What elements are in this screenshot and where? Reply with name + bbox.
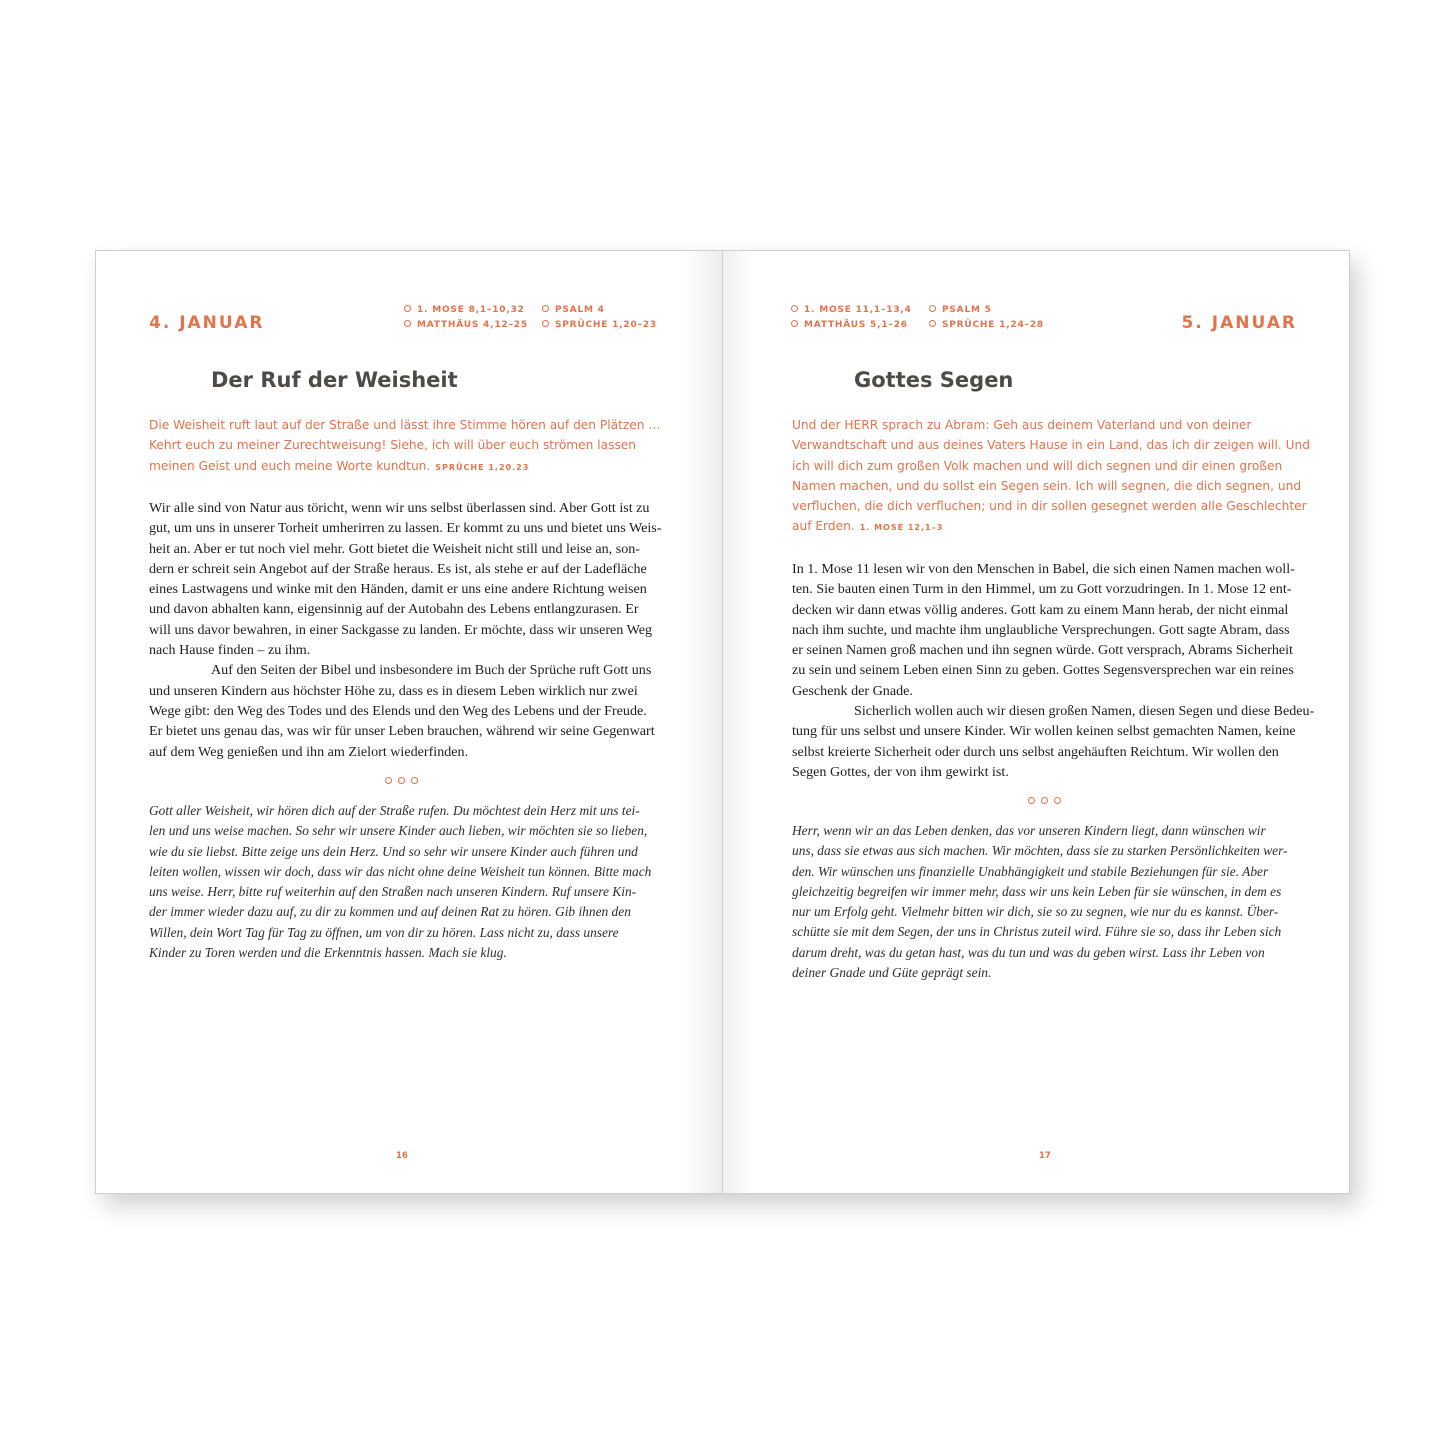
- reading-ref: MATTHÄUS 4,12–25: [404, 320, 528, 330]
- prayer-line: den. Wir wünschen uns finanzielle Unabhängigkeit und stabile Beziehungen für sie. Aber: [792, 863, 1269, 879]
- verse-line: verfluchen, die dich verfluchen; und in dir sollen gesegnet werden alle Geschlechter: [792, 499, 1307, 514]
- body-line: heit an. Aber er tut noch viel mehr. Gott bietet die Weisheit nicht still und leise an, son-: [149, 540, 640, 557]
- circle-ornament-icon: [398, 777, 405, 784]
- circle-ornament-icon: [385, 777, 392, 784]
- verse-line: auf Erden. 1. MOSE 12,1–3: [792, 519, 944, 534]
- prayer-line: gleichzeitig begreifen wir immer mehr, dass wir uns kein Leben für sie wünschen, in dem es: [792, 883, 1282, 899]
- verse-line: meinen Geist und euch meine Worte kundtun. SPRÜCHE 1,20.23: [149, 458, 530, 473]
- day-heading: 4. JANUAR: [149, 313, 265, 333]
- book-spread: [95, 250, 1350, 1194]
- left-page: [95, 250, 723, 1194]
- reading-ref: MATTHÄUS 5,1–26: [791, 320, 908, 330]
- body-line: er seinen Namen groß machen und ihn segnen würde. Gott versprach, Abrams Sicherheit: [792, 642, 1293, 659]
- circle-ornament-icon: [1028, 797, 1035, 804]
- prayer: [149, 801, 651, 963]
- circle-ornament-icon: [411, 777, 418, 784]
- verse-reference: 1. MOSE 12,1–3: [859, 523, 944, 533]
- circle-bullet-icon: [929, 320, 936, 327]
- body-line: selbst kreierte Sicherheit oder durch uns selbst angehäuften Reichtum. Wir wollen den: [792, 743, 1279, 760]
- circle-bullet-icon: [791, 305, 798, 312]
- prayer-line: darum dreht, was du getan hast, was du tun und was du geben wirst. Lass ihr Leben von: [792, 944, 1265, 960]
- prayer-line: Gott aller Weisheit, wir hören dich auf der Straße rufen. Du möchtest dein Herz mit uns tei-: [149, 803, 640, 818]
- body-line: ten. Sie bauten einen Turm in den Himmel, um zu Gott vorzudringen. In 1. Mose 12 ent-: [792, 581, 1292, 598]
- devotion-title: Gottes Segen: [854, 368, 1014, 392]
- prayer-line: Kinder zu Toren werden und die Erkenntnis hassen. Mach sie klug.: [149, 945, 507, 961]
- section-divider: [385, 777, 418, 784]
- circle-ornament-icon: [1041, 797, 1048, 804]
- prayer-line: nur um Erfolg geht. Vielmehr bitten wir dich, sie so zu segnen, wie nur du es kannst. Über-: [792, 904, 1279, 920]
- circle-bullet-icon: [542, 320, 549, 327]
- body-line: Sicherlich wollen auch wir diesen großen Namen, diesen Segen und diese Bedeu-: [854, 703, 1315, 720]
- reading-ref: PSALM 4: [542, 305, 605, 315]
- body-line: tung für uns selbst und unsere Kinder. Wir wollen keinen selbst gemachten Namen, keine: [792, 723, 1296, 740]
- prayer-line: uns, dass sie etwas aus sich machen. Wir möchten, dass sie zu starken Persönlichkeiten wer-: [792, 843, 1288, 859]
- body-line: und davon abhalten kann, eigensinnig auf der Autobahn des Lebens entlangzurasen. Er: [149, 601, 639, 618]
- body-line: Geschenk der Gnade.: [792, 682, 913, 699]
- prayer-line: deiner Gnade und Güte geprägt sein.: [792, 965, 992, 981]
- body-line: auf dem Weg genießen und ihn am Zielort wiederfinden.: [149, 743, 469, 760]
- body-line: Wege gibt: den Weg des Todes und des Elends und den Weg des Lebens und der Freude.: [149, 702, 647, 719]
- section-divider: [1028, 797, 1061, 804]
- body-line: decken wir dann etwas völlig anderes. Gott kam zu einem Mann herab, der nicht einmal: [792, 601, 1289, 618]
- verse-reference: SPRÜCHE 1,20.23: [435, 462, 530, 472]
- page-number: 16: [396, 1151, 408, 1161]
- gutter-shadow: [723, 251, 753, 1193]
- circle-bullet-icon: [404, 305, 411, 312]
- prayer-line: schütte sie mit dem Segen, der uns in Christus zuteil wird. Führe sie so, dass ihr Leben sich: [792, 924, 1282, 940]
- body-line: eines Lastwagens und winke mit den Händen, damit er uns eine andere Richtung weisen: [149, 581, 647, 598]
- body-line: zu sein und seinem Leben einen Sinn zu geben. Gottes Segensversprechen war ein reines: [792, 662, 1294, 679]
- prayer-line: wie du sie liebst. Bitte zeige uns dein Herz. Und so sehr wir unsere Kinder auch führen und: [149, 843, 638, 859]
- right-page: [722, 250, 1350, 1194]
- body-line: In 1. Mose 11 lesen wir von den Menschen in Babel, die sich einen Namen machen woll-: [792, 561, 1295, 577]
- verse-line: Namen machen, und du sollst ein Segen sein. Ich will segnen, die dich segnen, und: [792, 478, 1302, 493]
- verse-line: Kehrt euch zu meiner Zurechtweisung! Siehe, ich will über euch strömen lassen: [149, 438, 637, 453]
- reading-ref: PSALM 5: [929, 305, 992, 315]
- prayer-line: len und uns weise machen. So sehr wir unsere Kinder auch lieben, wir möchten sie so lieben,: [149, 823, 648, 839]
- verse-line: Die Weisheit ruft laut auf der Straße und lässt ihre Stimme hören auf den Plätzen …: [149, 418, 661, 432]
- body-line: und unseren Kindern aus höchster Höhe zu, dass es in diesem Leben wirklich nur zwei: [149, 682, 638, 699]
- verse-line: Verwandtschaft und aus deines Vaters Hause in ein Land, das ich dir zeigen will. Und: [792, 438, 1310, 453]
- prayer-line: Herr, wenn wir an das Leben denken, das vor unseren Kindern liegt, dann wünschen wir: [792, 823, 1266, 838]
- reading-ref: 1. MOSE 8,1–10,32: [404, 305, 525, 315]
- circle-bullet-icon: [542, 305, 549, 312]
- body-line: Er bietet uns genau das, was wir für unser Leben brauchen, während wir seine Gegenwart: [149, 723, 655, 740]
- reading-ref: SPRÜCHE 1,24–28: [929, 320, 1044, 330]
- reading-ref: SPRÜCHE 1,20–23: [542, 320, 657, 330]
- circle-ornament-icon: [1054, 797, 1061, 804]
- body-line: gut, um uns in unserer Torheit umherirren zu lassen. Er kommt zu uns und bietet uns Weis-: [149, 520, 662, 537]
- page-number: 17: [1039, 1151, 1051, 1161]
- body-line: nach ihm suchte, und machte ihm unglaubliche Versprechungen. Gott sagte Abram, dass: [792, 621, 1290, 638]
- key-verse: [792, 415, 1310, 539]
- verse-line: Und der HERR sprach zu Abram: Geh aus deinem Vaterland und von deiner: [792, 418, 1252, 432]
- body-line: Segen Gottes, der von ihm gewirkt ist.: [792, 763, 1009, 780]
- prayer-line: Willen, dein Wort Tag für Tag zu öffnen, um von dir zu hören. Lass nicht zu, dass unsere: [149, 924, 619, 940]
- prayer-line: uns weise. Herr, bitte ruf weiterhin auf den Straßen nach unseren Kindern. Ruf unsere Kin-: [149, 884, 637, 900]
- devotion-body: [792, 559, 1315, 782]
- body-line: Wir alle sind von Natur aus töricht, wenn wir uns selbst überlassen sind. Aber Gott ist zu: [149, 500, 650, 516]
- devotion-title: Der Ruf der Weisheit: [211, 368, 458, 392]
- reading-ref: 1. MOSE 11,1–13,4: [791, 305, 912, 315]
- circle-bullet-icon: [791, 320, 798, 327]
- circle-bullet-icon: [929, 305, 936, 312]
- body-line: nach Hause finden – zu ihm.: [149, 642, 311, 659]
- body-line: dern er schreit sein Angebot auf der Straße heraus. Es ist, als stehe er auf der Ladefläche: [149, 560, 647, 577]
- prayer-line: der immer wieder dazu auf, zu dir zu kommen und auf deinen Rat zu hören. Gib ihnen den: [149, 904, 631, 920]
- circle-bullet-icon: [404, 320, 411, 327]
- key-verse: [149, 415, 661, 478]
- day-heading: 5. JANUAR: [1181, 313, 1297, 333]
- gutter-shadow: [682, 251, 722, 1193]
- body-line: Auf den Seiten der Bibel und insbesondere im Buch der Sprüche ruft Gott uns: [211, 662, 652, 679]
- body-line: will uns davor bewahren, in einer Sackgasse zu landen. Er möchte, dass wir unseren Weg: [149, 621, 653, 638]
- devotion-body: [149, 498, 662, 762]
- prayer-line: leiten wollen, wissen wir doch, dass wir das nicht ohne deine Weisheit tun können. Bitte mach: [149, 863, 652, 879]
- verse-line: ich will dich zum großen Volk machen und will dich segnen und dir einen großen: [792, 458, 1283, 473]
- prayer: [792, 821, 1288, 983]
